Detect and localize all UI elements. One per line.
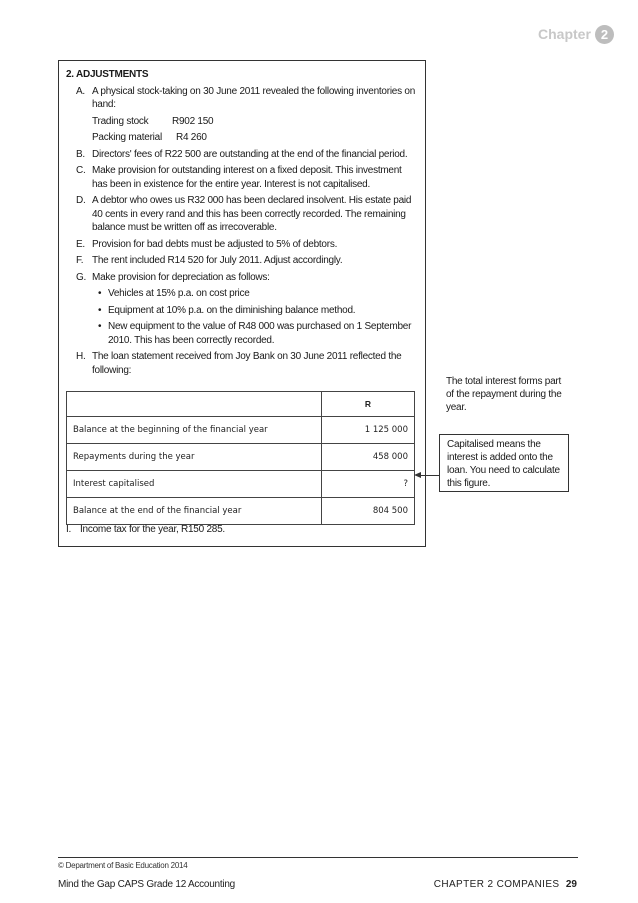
item-text: Directors' fees of R22 500 are outstanding at the end of the financial period. [92, 148, 408, 160]
item-text: The rent included R14 520 for July 2011. Adjust accordingly. [92, 255, 343, 266]
row-label: Balance at the beginning of the financial year [67, 417, 322, 444]
adjustment-item-g [66, 271, 418, 285]
adjustment-item-c [66, 164, 418, 191]
stock-label: Trading stock [92, 115, 149, 127]
adjustment-item-d [66, 194, 418, 235]
stock-row-trading [66, 115, 418, 129]
adjustment-item-f [66, 254, 418, 268]
item-letter: G. [76, 271, 87, 283]
adjustment-item-e [66, 238, 418, 252]
item-letter: D. [76, 195, 86, 206]
bullet-text: New equipment to the value of R48 000 was purchased on 1 September 2010. This has been correctly recorded. [108, 321, 412, 346]
table-header-row [67, 392, 415, 417]
item-letter: E. [76, 238, 85, 250]
book-title: Mind the Gap CAPS Grade 12 Accounting [58, 879, 235, 890]
bullet-text: Vehicles at 15% p.a. on cost price [108, 288, 250, 299]
adjustment-item-i [66, 524, 225, 535]
chapter-label: Chapter [538, 26, 591, 42]
item-text: Make provision for depreciation as follows: [92, 271, 270, 283]
table-row [67, 444, 415, 471]
item-text: Make provision for outstanding interest on a fixed deposit. This investment has been in existence for the entire year. Interest is not capitalised. [92, 165, 402, 190]
row-amount: 458 000 [322, 444, 415, 471]
bullet-text: Equipment at 10% p.a. on the diminishing balance method. [108, 304, 356, 316]
depreciation-bullet-vehicles [66, 287, 418, 301]
item-text: Provision for bad debts must be adjusted to 5% of debtors. [92, 238, 338, 250]
loan-statement-table [66, 391, 415, 525]
table-row [67, 417, 415, 444]
bullet-dot: • [98, 288, 102, 299]
footer-divider [58, 857, 578, 858]
row-amount: 804 500 [322, 498, 415, 525]
depreciation-bullet-new-equipment [66, 320, 418, 347]
side-note-total-interest: The total interest forms part of the repayment during the year. [446, 376, 562, 413]
stock-value: R902 150 [172, 115, 214, 127]
pointer-arrow-icon [414, 472, 421, 478]
adjustment-item-b [66, 148, 418, 162]
table-row [67, 498, 415, 525]
side-note-capitalised: Capitalised means the interest is added onto the loan. You need to calculate this figure. [439, 434, 569, 492]
copyright-text: © Department of Basic Education 2014 [58, 861, 188, 870]
stock-value: R4 260 [176, 132, 207, 143]
item-letter: I. [66, 524, 72, 535]
table-row [67, 471, 415, 498]
item-letter: F. [76, 255, 84, 266]
chapter-number-badge: 2 [595, 25, 614, 44]
footer-chapter-page [434, 879, 577, 890]
item-letter: A. [76, 85, 85, 97]
row-label: Repayments during the year [67, 444, 322, 471]
item-letter: B. [76, 148, 85, 160]
item-letter: H. [76, 351, 86, 362]
bullet-dot: • [98, 321, 102, 332]
page-number: 29 [565, 879, 577, 890]
item-letter: C. [76, 165, 86, 176]
row-label: Interest capitalised [67, 471, 322, 498]
adjustment-item-h [66, 350, 418, 377]
stock-row-packing [66, 131, 418, 145]
adjustments-content [66, 68, 418, 380]
row-amount: 1 125 000 [322, 417, 415, 444]
bullet-dot: • [98, 304, 102, 316]
item-text: A physical stock-taking on 30 June 2011 revealed the following inventories on hand: [92, 85, 416, 110]
pointer-arrow-line [420, 475, 439, 476]
stock-label: Packing material [92, 132, 162, 143]
row-amount: ? [322, 471, 415, 498]
table-header-blank [67, 392, 322, 417]
chapter-title: CHAPTER 2 COMPANIES [433, 879, 560, 890]
adjustment-item-a [66, 85, 418, 112]
depreciation-bullet-equipment [66, 304, 418, 318]
adjustments-heading: 2. ADJUSTMENTS [66, 69, 149, 80]
table-header-amount: R [322, 392, 415, 417]
item-text: A debtor who owes us R32 000 has been declared insolvent. His estate paid 40 cents in every rand and this has been correctly recorded. The remaining balance must be written off as irrecoverable. [92, 195, 412, 233]
row-label: Balance at the end of the financial year [67, 498, 322, 525]
item-text: Income tax for the year, R150 285. [80, 524, 225, 535]
item-text: The loan statement received from Joy Bank on 30 June 2011 reflected the following: [92, 351, 402, 376]
